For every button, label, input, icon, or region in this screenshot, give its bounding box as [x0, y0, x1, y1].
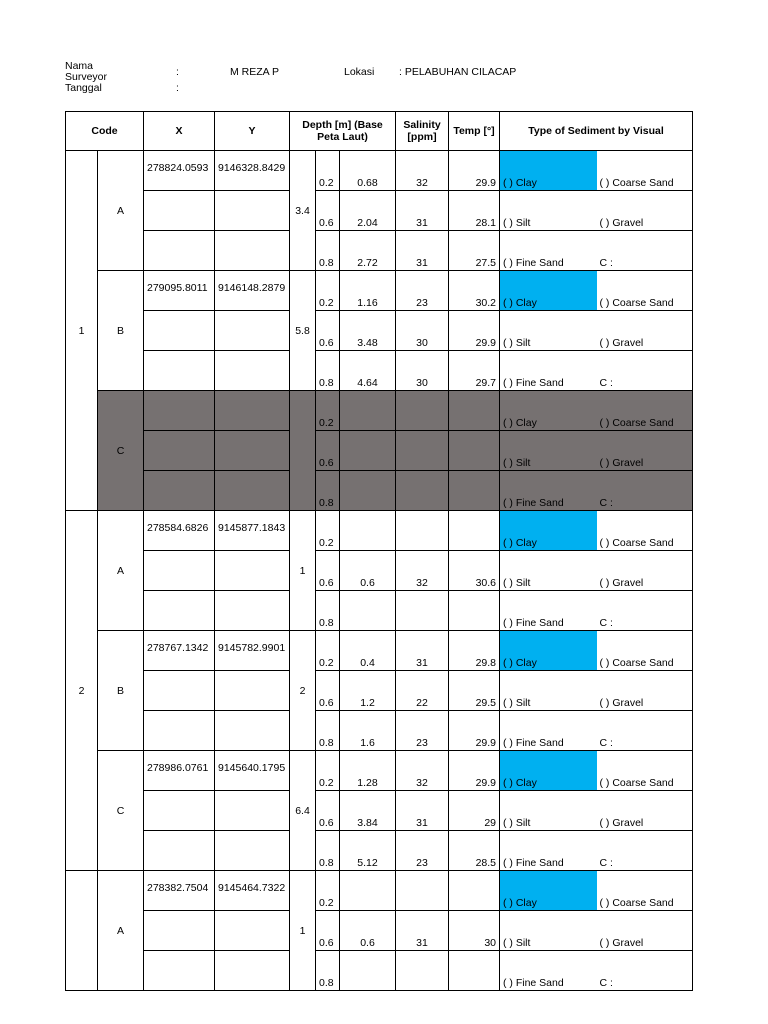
salinity-cell: 32 [396, 751, 449, 791]
station-depth-cell: 1 [290, 511, 316, 631]
sample-depth-cell: 1.28 [340, 751, 396, 791]
sample-depth-cell: 0.6 [340, 911, 396, 951]
sample-depth-cell: 0.4 [340, 631, 396, 671]
temperature-cell: 30.2 [449, 271, 500, 311]
sediment-option-clay: ( ) Clay [500, 751, 597, 791]
sediment-option-fine-sand: ( ) Fine Sand [500, 951, 597, 991]
x-coordinate-cell [144, 791, 215, 831]
y-coordinate-cell [215, 831, 290, 871]
table-row [66, 951, 693, 991]
x-coordinate-cell [144, 711, 215, 751]
salinity-cell [396, 471, 449, 511]
salinity-cell: 32 [396, 151, 449, 191]
tanggal-label: Tanggal [65, 82, 102, 94]
sample-depth-cell: 2.72 [340, 231, 396, 271]
sediment-option-silt: ( ) Silt [500, 191, 597, 231]
y-coordinate-cell [215, 911, 290, 951]
sediment-option-silt: ( ) Silt [500, 431, 597, 471]
table-row [66, 511, 693, 551]
y-coordinate-cell: 9145782.9901 [215, 631, 290, 671]
lokasi-label: Lokasi [344, 66, 375, 78]
depth-ratio-cell: 0.6 [316, 911, 340, 951]
salinity-cell [396, 431, 449, 471]
sediment-option-c: C : [597, 711, 693, 751]
sediment-option-c: C : [597, 951, 693, 991]
depth-ratio-cell: 0.8 [316, 951, 340, 991]
y-coordinate-cell: 9146328.8429 [215, 151, 290, 191]
sample-depth-cell [340, 431, 396, 471]
table-row [66, 711, 693, 751]
temperature-cell: 29.5 [449, 671, 500, 711]
y-coordinate-cell: 9145464.7322 [215, 871, 290, 911]
table-row [66, 231, 693, 271]
temperature-cell: 29.8 [449, 631, 500, 671]
temperature-cell: 28.1 [449, 191, 500, 231]
x-coordinate-cell [144, 951, 215, 991]
salinity-cell: 31 [396, 231, 449, 271]
table-row [66, 871, 693, 911]
sample-depth-cell [340, 471, 396, 511]
depth-ratio-cell: 0.2 [316, 151, 340, 191]
surveyor-label: Surveyor [65, 71, 108, 83]
sediment-option-c: C : [597, 351, 693, 391]
station-depth-cell: 6.4 [290, 751, 316, 871]
salinity-cell: 31 [396, 191, 449, 231]
x-coordinate-cell [144, 311, 215, 351]
sediment-option-coarse-sand: ( ) Coarse Sand [597, 511, 693, 551]
sediment-option-clay: ( ) Clay [500, 631, 597, 671]
sediment-option-coarse-sand: ( ) Coarse Sand [597, 631, 693, 671]
sediment-option-c: C : [597, 831, 693, 871]
sediment-option-gravel: ( ) Gravel [597, 791, 693, 831]
y-coordinate-cell [215, 791, 290, 831]
tanggal-colon: : [176, 82, 179, 94]
surveyor-colon: : [176, 66, 179, 78]
salinity-cell: 30 [396, 351, 449, 391]
x-coordinate-cell [144, 431, 215, 471]
sediment-option-gravel: ( ) Gravel [597, 191, 693, 231]
sample-depth-cell [340, 871, 396, 911]
temperature-cell: 29.9 [449, 711, 500, 751]
temperature-cell [449, 591, 500, 631]
sample-depth-cell: 0.6 [340, 551, 396, 591]
sediment-option-clay: ( ) Clay [500, 871, 597, 911]
sediment-option-silt: ( ) Silt [500, 311, 597, 351]
temperature-cell [449, 471, 500, 511]
lokasi-value: : PELABUHAN CILACAP [399, 66, 517, 78]
x-coordinate-cell: 278584.6826 [144, 511, 215, 551]
survey-table-container [65, 111, 698, 989]
sediment-option-gravel: ( ) Gravel [597, 911, 693, 951]
depth-ratio-cell: 0.8 [316, 831, 340, 871]
table-row [66, 151, 693, 191]
x-coordinate-cell [144, 471, 215, 511]
y-coordinate-cell [215, 391, 290, 431]
table-row [66, 551, 693, 591]
sample-depth-cell: 1.16 [340, 271, 396, 311]
temperature-cell [449, 511, 500, 551]
depth-ratio-cell: 0.6 [316, 551, 340, 591]
y-coordinate-cell [215, 591, 290, 631]
salinity-cell: 31 [396, 911, 449, 951]
sample-depth-cell: 4.64 [340, 351, 396, 391]
x-coordinate-cell: 278767.1342 [144, 631, 215, 671]
depth-ratio-cell: 0.8 [316, 351, 340, 391]
table-row [66, 271, 693, 311]
y-coordinate-cell [215, 191, 290, 231]
sediment-option-gravel: ( ) Gravel [597, 431, 693, 471]
station-depth-cell: 5.8 [290, 271, 316, 391]
station-code-cell: A [98, 871, 144, 991]
sample-depth-cell [340, 951, 396, 991]
table-row [66, 911, 693, 951]
sediment-option-coarse-sand: ( ) Coarse Sand [597, 151, 693, 191]
x-coordinate-cell [144, 191, 215, 231]
table-row [66, 191, 693, 231]
x-coordinate-cell [144, 911, 215, 951]
sediment-option-coarse-sand: ( ) Coarse Sand [597, 871, 693, 911]
depth-ratio-cell: 0.6 [316, 311, 340, 351]
table-row [66, 351, 693, 391]
x-coordinate-cell [144, 831, 215, 871]
sediment-option-clay: ( ) Clay [500, 271, 597, 311]
depth-ratio-cell: 0.8 [316, 711, 340, 751]
temperature-cell: 29.7 [449, 351, 500, 391]
table-row [66, 471, 693, 511]
depth-ratio-cell: 0.6 [316, 671, 340, 711]
table-row [66, 431, 693, 471]
temperature-cell [449, 951, 500, 991]
y-coordinate-cell [215, 711, 290, 751]
table-row [66, 671, 693, 711]
y-coordinate-cell [215, 231, 290, 271]
depth-ratio-cell: 0.2 [316, 391, 340, 431]
y-coordinate-cell [215, 351, 290, 391]
y-coordinate-cell [215, 951, 290, 991]
depth-ratio-cell: 0.2 [316, 271, 340, 311]
sediment-option-silt: ( ) Silt [500, 551, 597, 591]
y-coordinate-cell [215, 471, 290, 511]
station-code-cell: C [98, 391, 144, 511]
temperature-cell: 29.9 [449, 151, 500, 191]
depth-ratio-cell: 0.2 [316, 751, 340, 791]
header-depth: Depth [m] (Base Peta Laut) [290, 112, 396, 151]
sediment-option-fine-sand: ( ) Fine Sand [500, 711, 597, 751]
temperature-cell: 28.5 [449, 831, 500, 871]
x-coordinate-cell [144, 351, 215, 391]
depth-ratio-cell: 0.2 [316, 511, 340, 551]
sediment-option-gravel: ( ) Gravel [597, 671, 693, 711]
y-coordinate-cell: 9146148.2879 [215, 271, 290, 311]
sediment-option-fine-sand: ( ) Fine Sand [500, 351, 597, 391]
salinity-cell: 23 [396, 831, 449, 871]
x-coordinate-cell: 278382.7504 [144, 871, 215, 911]
station-code-cell: B [98, 271, 144, 391]
sample-depth-cell: 0.68 [340, 151, 396, 191]
x-coordinate-cell [144, 591, 215, 631]
salinity-cell: 22 [396, 671, 449, 711]
table-row [66, 311, 693, 351]
sediment-option-clay: ( ) Clay [500, 511, 597, 551]
group-code-cell: 2 [66, 511, 98, 871]
depth-ratio-cell: 0.8 [316, 231, 340, 271]
table-row [66, 751, 693, 791]
temperature-cell: 29.9 [449, 751, 500, 791]
salinity-cell: 23 [396, 271, 449, 311]
table-row [66, 591, 693, 631]
salinity-cell: 32 [396, 551, 449, 591]
header-salinity: Salinity [ppm] [396, 112, 449, 151]
table-row [66, 831, 693, 871]
salinity-cell [396, 391, 449, 431]
station-depth-cell: 3.4 [290, 151, 316, 271]
y-coordinate-cell: 9145640.1795 [215, 751, 290, 791]
group-code-cell: 1 [66, 151, 98, 511]
x-coordinate-cell [144, 671, 215, 711]
station-code-cell: B [98, 631, 144, 751]
sediment-option-coarse-sand: ( ) Coarse Sand [597, 391, 693, 431]
sediment-option-silt: ( ) Silt [500, 911, 597, 951]
sample-depth-cell: 2.04 [340, 191, 396, 231]
header-x: X [144, 112, 215, 151]
sediment-option-gravel: ( ) Gravel [597, 311, 693, 351]
temperature-cell: 29 [449, 791, 500, 831]
surveyor-name: M REZA P [230, 66, 280, 78]
sediment-option-fine-sand: ( ) Fine Sand [500, 591, 597, 631]
depth-ratio-cell: 0.2 [316, 631, 340, 671]
salinity-cell [396, 951, 449, 991]
sediment-option-c: C : [597, 591, 693, 631]
sediment-option-fine-sand: ( ) Fine Sand [500, 831, 597, 871]
header-temp: Temp [°] [449, 112, 500, 151]
salinity-cell [396, 871, 449, 911]
nama-label: Nama [65, 60, 94, 72]
sediment-option-clay: ( ) Clay [500, 151, 597, 191]
header-y: Y [215, 112, 290, 151]
sediment-option-coarse-sand: ( ) Coarse Sand [597, 751, 693, 791]
station-code-cell: A [98, 151, 144, 271]
station-depth-cell [290, 391, 316, 511]
sediment-option-clay: ( ) Clay [500, 391, 597, 431]
y-coordinate-cell: 9145877.1843 [215, 511, 290, 551]
depth-ratio-cell: 0.6 [316, 191, 340, 231]
table-header-row [66, 112, 693, 151]
station-code-cell: C [98, 751, 144, 871]
table-row [66, 391, 693, 431]
station-code-cell: A [98, 511, 144, 631]
y-coordinate-cell [215, 551, 290, 591]
salinity-cell: 30 [396, 311, 449, 351]
temperature-cell: 30 [449, 911, 500, 951]
sediment-option-silt: ( ) Silt [500, 671, 597, 711]
header-sediment: Type of Sediment by Visual [500, 112, 693, 151]
depth-ratio-cell: 0.8 [316, 471, 340, 511]
header-code: Code [66, 112, 144, 151]
sample-depth-cell: 3.84 [340, 791, 396, 831]
x-coordinate-cell: 278986.0761 [144, 751, 215, 791]
x-coordinate-cell [144, 231, 215, 271]
sediment-option-silt: ( ) Silt [500, 791, 597, 831]
sample-depth-cell [340, 391, 396, 431]
temperature-cell: 29.9 [449, 311, 500, 351]
y-coordinate-cell [215, 671, 290, 711]
depth-ratio-cell: 0.8 [316, 591, 340, 631]
survey-table [65, 111, 693, 991]
depth-ratio-cell: 0.2 [316, 871, 340, 911]
depth-ratio-cell: 0.6 [316, 431, 340, 471]
sample-depth-cell: 3.48 [340, 311, 396, 351]
depth-ratio-cell: 0.6 [316, 791, 340, 831]
sediment-option-fine-sand: ( ) Fine Sand [500, 231, 597, 271]
sample-depth-cell: 1.6 [340, 711, 396, 751]
salinity-cell [396, 511, 449, 551]
temperature-cell: 30.6 [449, 551, 500, 591]
sediment-option-coarse-sand: ( ) Coarse Sand [597, 271, 693, 311]
sample-depth-cell: 1.2 [340, 671, 396, 711]
salinity-cell: 23 [396, 711, 449, 751]
temperature-cell [449, 431, 500, 471]
sediment-option-c: C : [597, 471, 693, 511]
salinity-cell: 31 [396, 791, 449, 831]
x-coordinate-cell [144, 551, 215, 591]
salinity-cell: 31 [396, 631, 449, 671]
table-row [66, 631, 693, 671]
sediment-option-c: C : [597, 231, 693, 271]
y-coordinate-cell [215, 311, 290, 351]
x-coordinate-cell: 278824.0593 [144, 151, 215, 191]
temperature-cell [449, 871, 500, 911]
sample-depth-cell [340, 591, 396, 631]
sample-depth-cell: 5.12 [340, 831, 396, 871]
sample-depth-cell [340, 511, 396, 551]
station-depth-cell: 1 [290, 871, 316, 991]
sediment-option-fine-sand: ( ) Fine Sand [500, 471, 597, 511]
sediment-option-gravel: ( ) Gravel [597, 551, 693, 591]
temperature-cell: 27.5 [449, 231, 500, 271]
x-coordinate-cell: 279095.8011 [144, 271, 215, 311]
table-row [66, 791, 693, 831]
x-coordinate-cell [144, 391, 215, 431]
temperature-cell [449, 391, 500, 431]
station-depth-cell: 2 [290, 631, 316, 751]
salinity-cell [396, 591, 449, 631]
group-code-cell [66, 871, 98, 991]
y-coordinate-cell [215, 431, 290, 471]
